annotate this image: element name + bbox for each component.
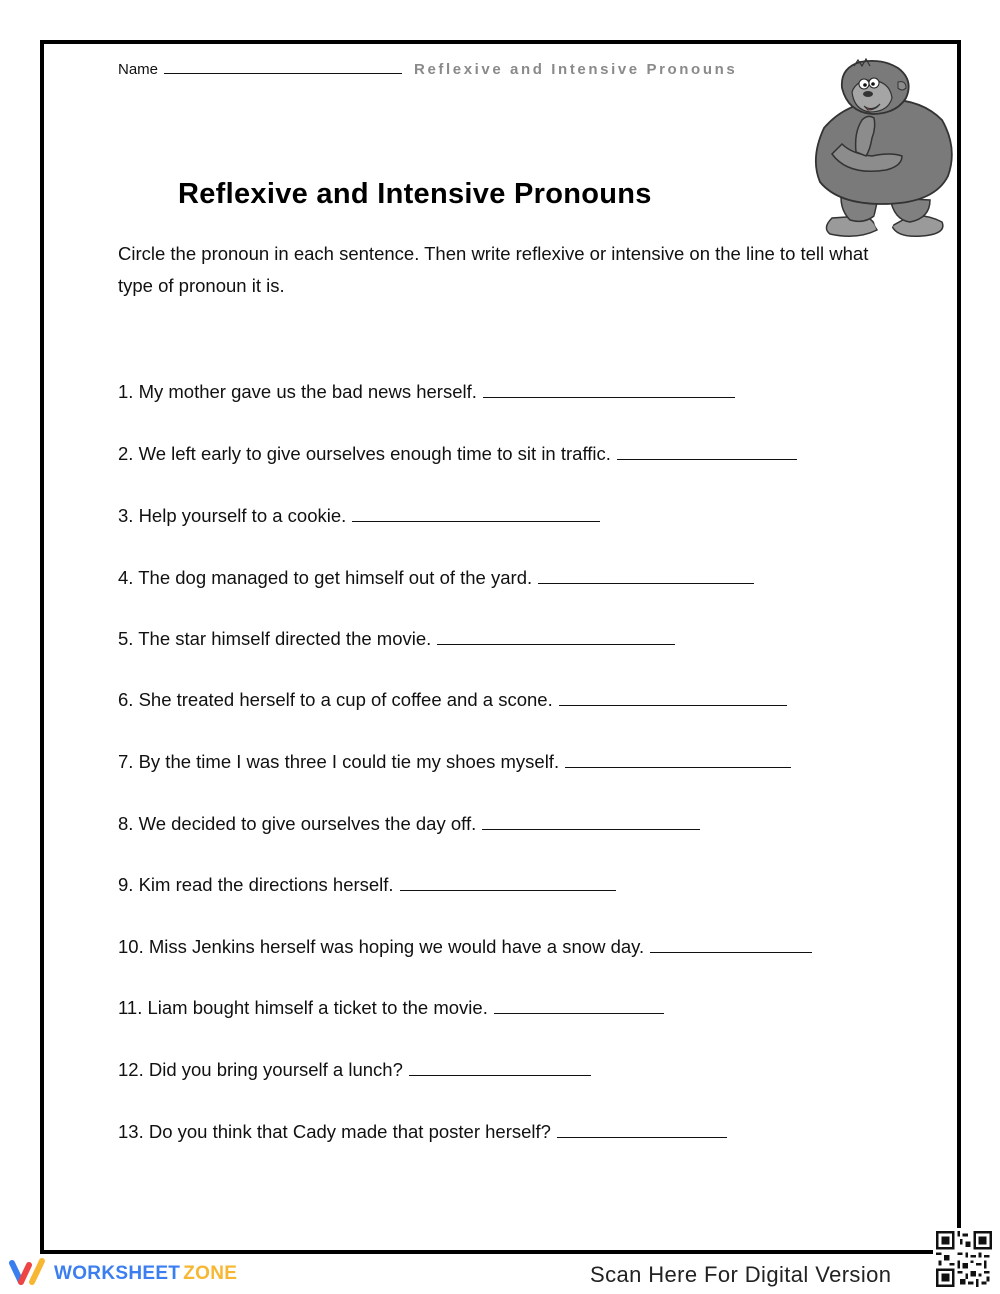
answer-line[interactable] [538, 568, 754, 584]
worksheetzone-w-icon [8, 1257, 48, 1292]
question-item [118, 1121, 727, 1143]
question-item [118, 813, 700, 835]
answer-line[interactable] [483, 382, 735, 398]
running-title: Reflexive and Intensive Pronouns [414, 61, 738, 78]
question-text: 7. By the time I was three I could tie my shoes myself. [118, 751, 560, 772]
question-text: 12. Did you bring yourself a lunch? [118, 1059, 403, 1080]
question-text: 4. The dog managed to get himself out of the yard. [118, 567, 533, 588]
answer-line[interactable] [482, 814, 700, 830]
answer-line[interactable] [565, 752, 791, 768]
qr-code-icon[interactable] [933, 1228, 995, 1290]
answer-line[interactable] [617, 444, 797, 460]
scan-instruction: Scan Here For Digital Version [590, 1262, 892, 1287]
question-text: 6. She treated herself to a cup of coffee and a scone. [118, 689, 553, 710]
question-item [118, 689, 787, 711]
question-text: 8. We decided to give ourselves the day off. [118, 813, 477, 834]
question-item [118, 381, 735, 403]
question-item [118, 505, 600, 527]
answer-line[interactable] [352, 506, 600, 522]
answer-line[interactable] [494, 998, 664, 1014]
name-input-line[interactable] [164, 60, 402, 74]
answer-line[interactable] [559, 690, 787, 706]
question-item [118, 997, 664, 1019]
answer-line[interactable] [437, 629, 675, 645]
question-text: 11. Liam bought himself a ticket to the movie. [118, 997, 488, 1018]
question-text: 3. Help yourself to a cookie. [118, 505, 347, 526]
question-item [118, 628, 675, 650]
name-label: Name [118, 61, 159, 78]
answer-line[interactable] [650, 937, 812, 953]
question-text: 10. Miss Jenkins herself was hoping we would have a snow day. [118, 936, 645, 957]
instructions-text: Circle the pronoun in each sentence. Then write reflexive or intensive on the line to tell what type of pronoun it is. [118, 243, 869, 296]
page-title: Reflexive and Intensive Pronouns [178, 178, 652, 210]
question-text: 13. Do you think that Cady made that poster herself? [118, 1121, 551, 1142]
question-item [118, 567, 754, 589]
question-text: 2. We left early to give ourselves enough time to sit in traffic. [118, 443, 611, 464]
brand-name [54, 1263, 237, 1285]
answer-line[interactable] [400, 875, 616, 891]
question-text: 1. My mother gave us the bad news herself. [118, 381, 477, 402]
question-text: 5. The star himself directed the movie. [118, 628, 432, 649]
brand-name-part2: ZONE [183, 1263, 238, 1284]
worksheet-header [118, 60, 737, 80]
answer-line[interactable] [409, 1060, 591, 1076]
brand-name-part1: WORKSHEET [54, 1263, 181, 1284]
worksheetzone-logo[interactable] [8, 1258, 237, 1290]
question-text: 9. Kim read the directions herself. [118, 874, 394, 895]
gorilla-thinking-icon [802, 58, 960, 242]
question-item [118, 936, 812, 958]
answer-line[interactable] [557, 1122, 727, 1138]
question-item [118, 751, 791, 773]
question-item [118, 443, 797, 465]
question-item [118, 1059, 591, 1081]
question-item [118, 874, 616, 896]
